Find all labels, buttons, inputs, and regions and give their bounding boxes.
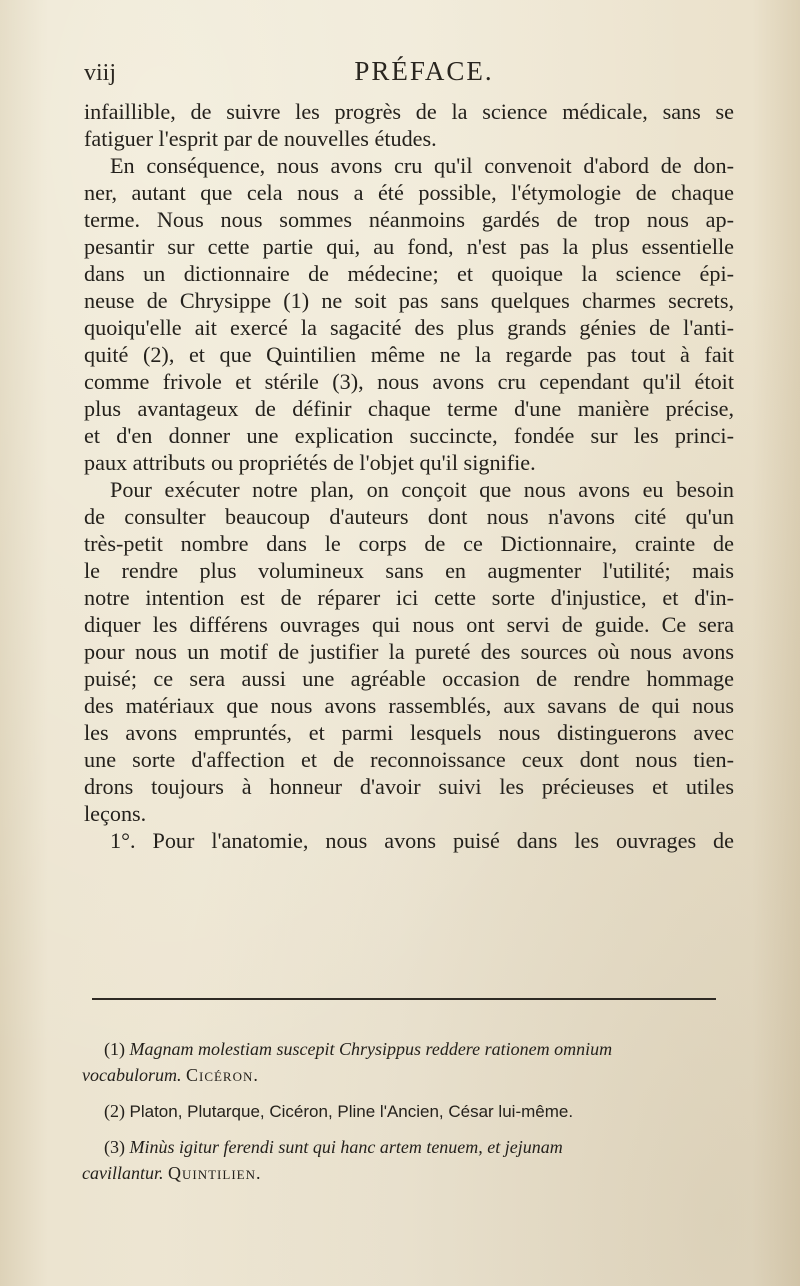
footnote-quote: cavillantur.	[82, 1163, 164, 1183]
text-line: pesantir sur cette partie qui, au fond, n'est pas la plus essentielle	[84, 234, 734, 259]
text-line: En conséquence, nous avons cru qu'il convenoit d'abord de don-	[110, 153, 734, 178]
main-text	[84, 98, 734, 854]
text-line: Pour exécuter notre plan, on conçoit que nous avons eu besoin	[110, 477, 734, 502]
text-line: plus avantageux de définir chaque terme d'une manière précise,	[84, 396, 734, 421]
text-line: quoiqu'elle ait exercé la sagacité des plus grands génies de l'anti-	[84, 315, 734, 340]
text-line: comme frivole et stérile (3), nous avons cru cependant qu'il étoit	[84, 369, 734, 394]
text-line: le rendre plus volumineux sans en augmenter l'utilité; mais	[84, 558, 734, 583]
text-line: drons toujours à honneur d'avoir suivi les précieuses et utiles	[84, 774, 734, 799]
footnote-author: Quintilien.	[168, 1163, 262, 1183]
running-title: PRÉFACE.	[354, 56, 494, 86]
text-line: diquer les différens ouvrages qui nous ont servi de guide. Ce sera	[84, 612, 734, 637]
text-line: 1°. Pour l'anatomie, nous avons puisé dans les ouvrages de	[110, 828, 734, 853]
page-number: viij	[84, 60, 117, 86]
text-line: très-petit nombre dans le corps de ce Dictionnaire, crainte de	[84, 531, 734, 556]
footnote-quote: Minùs igitur ferendi sunt qui hanc artem tenuem, et jejunam	[129, 1137, 563, 1157]
text-line: leçons.	[84, 801, 147, 826]
footnote-1	[82, 1036, 732, 1088]
footnote-quote: Magnam molestiam suscepit Chrysippus reddere rationem omnium	[129, 1039, 613, 1059]
text-line: quité (2), et que Quintilien même ne la regarde pas tout à fait	[84, 342, 734, 367]
text-line: une sorte d'affection et de reconnoissance ceux dont nous tien-	[84, 747, 734, 772]
footnote-3	[82, 1134, 732, 1186]
footnote-2	[104, 1098, 732, 1124]
text-line: paux attributs ou propriétés de l'objet qu'il signifie.	[84, 450, 536, 475]
text-line: ner, autant que cela nous a été possible, l'étymologie de chaque	[84, 180, 734, 205]
footnote-number: (3)	[104, 1137, 125, 1157]
text-line: dans un dictionnaire de médecine; et quoique la science épi-	[84, 261, 734, 286]
text-line: les avons empruntés, et parmi lesquels nous distinguerons avec	[84, 720, 734, 745]
text-line: notre intention est de réparer ici cette sorte d'injustice, et d'in-	[84, 585, 734, 610]
text-line: terme. Nous nous sommes néanmoins gardés de trop nous ap-	[84, 207, 734, 232]
text-line: des matériaux que nous avons rassemblés, aux savans de qui nous	[84, 693, 734, 718]
footnote-author: Cicéron.	[185, 1065, 259, 1085]
text-line: fatiguer l'esprit par de nouvelles études.	[84, 126, 437, 151]
footnote-number: (2)	[104, 1101, 125, 1121]
text-line: puisé; ce sera aussi une agréable occasion de rendre hommage	[84, 666, 734, 691]
page-header	[84, 56, 724, 92]
footnote-number: (1)	[104, 1039, 125, 1059]
text-line: et d'en donner une explication succincte, fondée sur les princi-	[84, 423, 734, 448]
footnotes	[82, 1036, 732, 1196]
footnote-text: Platon, Plutarque, Cicéron, Pline l'Ancien, César lui-même.	[129, 1102, 574, 1121]
text-line: infaillible, de suivre les progrès de la science médicale, sans se	[84, 99, 734, 124]
text-line: pour nous un motif de justifier la pureté des sources où nous avons	[84, 639, 734, 664]
text-line: de consulter beaucoup d'auteurs dont nous n'avons cité qu'un	[84, 504, 734, 529]
text-line: neuse de Chrysippe (1) ne soit pas sans quelques charmes secrets,	[84, 288, 734, 313]
footnote-quote: vocabulorum.	[82, 1065, 182, 1085]
footnote-rule	[92, 998, 716, 1000]
